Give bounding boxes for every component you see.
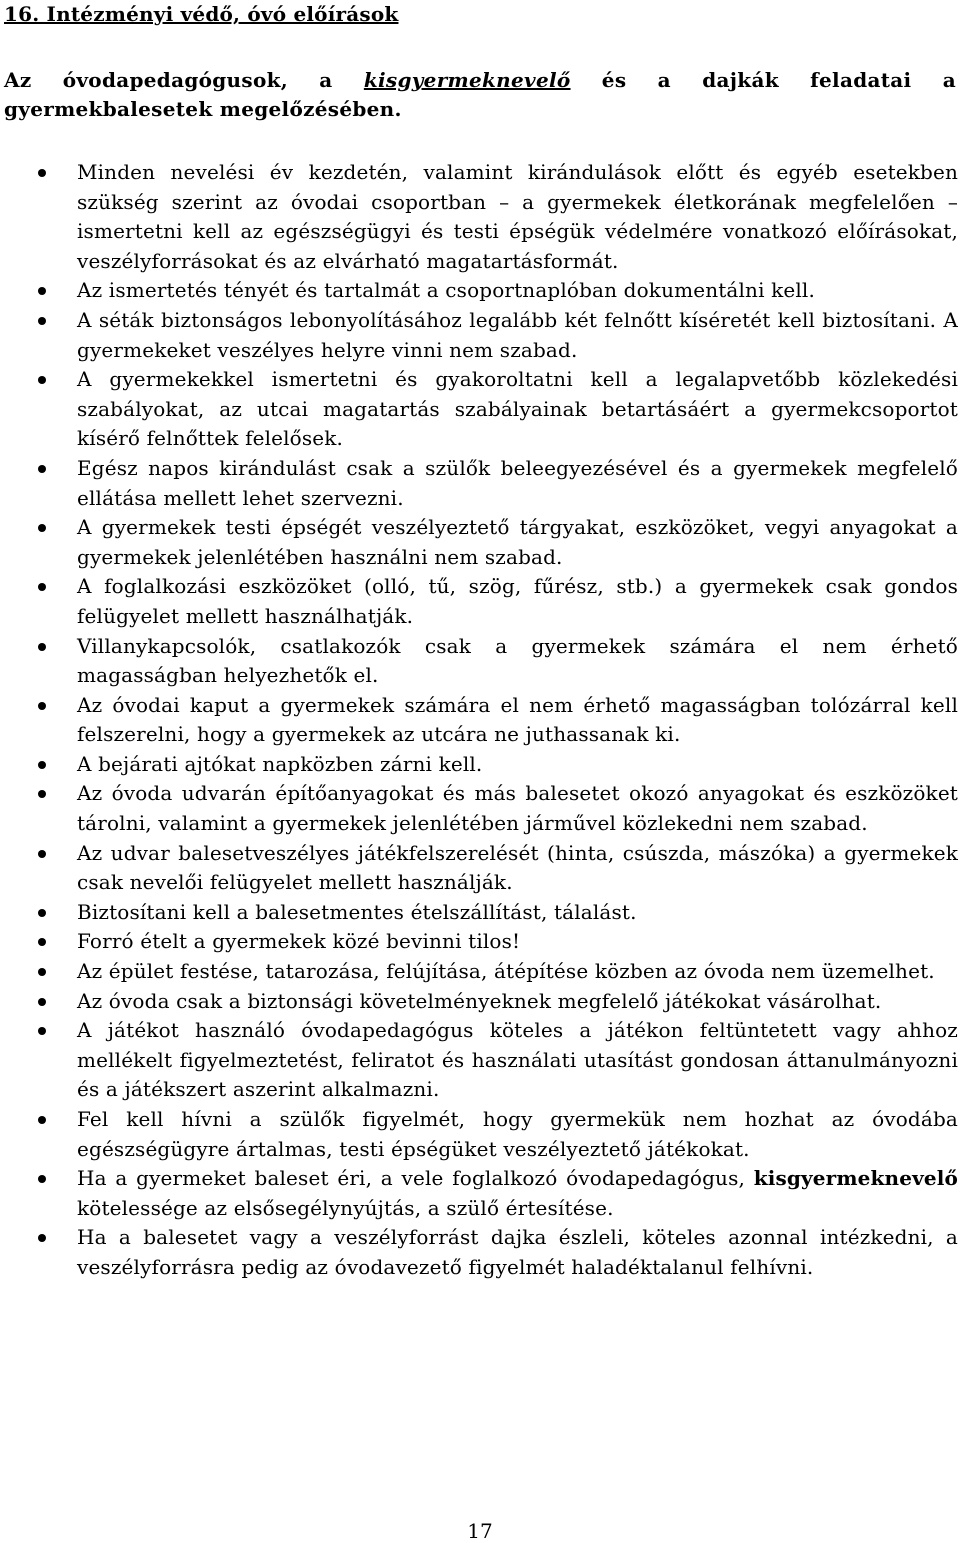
list-item-text: A bejárati ajtókat napközben zárni kell. <box>77 751 483 776</box>
bullet-icon <box>38 169 46 177</box>
bullet-icon <box>38 938 46 946</box>
list-item <box>0 276 958 306</box>
list-item <box>0 572 958 631</box>
list-item-text: A foglalkozási eszközöket (olló, tű, szög, fűrész, stb.) a gyermekek csak gondos felügyelet mellett használhatják. <box>77 574 958 628</box>
list-item <box>0 839 958 898</box>
list-item-text: Biztosítani kell a balesetmentes ételszállítást, tálalást. <box>77 899 637 924</box>
bullet-icon <box>38 1175 46 1183</box>
list-item-text: Egész napos kirándulást csak a szülők beleegyezésével és a gyermekek megfelelő ellátása mellett lehet szervezni. <box>77 455 958 510</box>
bullet-icon <box>38 524 46 532</box>
rules-list <box>0 158 958 1283</box>
bullet-icon <box>38 850 46 858</box>
list-item <box>0 454 958 513</box>
list-item <box>0 365 958 454</box>
list-item <box>0 987 958 1017</box>
bullet-icon <box>38 790 46 798</box>
list-item-text: Villanykapcsolók, csatlakozók csak a gyermekek számára el nem érhető magasságban helyezhetők el. <box>77 633 958 688</box>
section-heading: 16. Intézményi védő, óvó előírások <box>4 2 399 26</box>
list-item-text: Az udvar balesetveszélyes játékfelszerelését (hinta, csúszda, mászóka) a gyermekek csak nevelői felügyelet mellett használják. <box>77 840 958 895</box>
list-item <box>0 158 958 276</box>
bullet-icon <box>38 702 46 710</box>
bullet-icon <box>38 583 46 591</box>
subheading-emphasis: kisgyermeknevelő <box>363 68 571 92</box>
section-subheading <box>4 66 956 124</box>
subheading-text-1: Az óvodapedagógusok, a <box>4 68 364 92</box>
list-item-text: A gyermekek testi épségét veszélyeztető tárgyakat, eszközöket, vegyi anyagokat a gyermekek jelenlétében használni nem szabad. <box>77 515 958 569</box>
bullet-icon <box>38 643 46 651</box>
bullet-icon <box>38 287 46 295</box>
list-item-text: A játékot használó óvodapedagógus köteles a játékon feltüntetett vagy ahhoz mellékelt figyelmeztetést, feliratot és használati utasítást gondosan áttanulmányozni és a játékszert aszerint alkalmazni. <box>77 1018 958 1102</box>
list-item <box>0 691 958 750</box>
bullet-icon <box>38 761 46 769</box>
list-item-text: Forró ételt a gyermekek közé bevinni tilos! <box>77 929 521 954</box>
list-item-text: Az ismertetés tényét és tartalmát a csoportnaplóban dokumentálni kell. <box>77 278 815 303</box>
bullet-icon <box>38 1234 46 1242</box>
bullet-icon <box>38 376 46 384</box>
list-item <box>0 1164 958 1223</box>
list-item-text-1: Ha a gyermeket baleset éri, a vele foglalkozó óvodapedagógus, <box>77 1166 754 1191</box>
list-item-text: Az épület festése, tatarozása, felújítása, átépítése közben az óvoda nem üzemelhet. <box>77 959 935 984</box>
list-item-text: Az óvodai kaput a gyermekek számára el nem érhető magasságban tolózárral kell felszerelni, hogy a gyermekek az utcára ne juthassanak ki. <box>77 692 958 747</box>
bullet-icon <box>38 1116 46 1124</box>
list-item-text: A séták biztonságos lebonyolításához legalább két felnőtt kíséretét kell biztosítani. A gyermekeket veszélyes helyre vinni nem szabad. <box>77 307 958 362</box>
list-item <box>0 898 958 928</box>
list-item <box>0 750 958 780</box>
list-item-text: Az óvoda udvarán építőanyagokat és más balesetet okozó anyagokat és eszközöket tárolni, valamint a gyermekek jelenlétében járművel közlekedni nem szabad. <box>77 781 958 836</box>
subheading-text-2: és a dajkák feladatai a gyermekbalesetek megelőzésében. <box>4 68 956 121</box>
list-item <box>0 306 958 365</box>
bullet-icon <box>38 465 46 473</box>
bullet-icon <box>38 968 46 976</box>
list-item-text-2: kötelessége az elsősegélynyújtás, a szülő értesítése. <box>77 1195 614 1220</box>
list-item <box>0 1016 958 1105</box>
list-item <box>0 1223 958 1282</box>
page-number: 17 <box>467 1519 493 1543</box>
list-item-emphasis: kisgyermeknevelő <box>753 1166 958 1191</box>
bullet-icon <box>38 1027 46 1035</box>
list-item-text: Az óvoda csak a biztonsági követelményeknek megfelelő játékokat vásárolhat. <box>77 988 882 1013</box>
bullet-icon <box>38 909 46 917</box>
list-item-text: A gyermekekkel ismertetni és gyakoroltatni kell a legalapvetőbb közlekedési szabályokat, az utcai magatartás szabályainak betartásáért a gyermekcsoportot kísérő felnőttek felelősek. <box>77 367 958 451</box>
list-item <box>0 1105 958 1164</box>
list-item <box>0 513 958 572</box>
bullet-icon <box>38 998 46 1006</box>
bullet-icon <box>38 317 46 325</box>
list-item <box>0 779 958 838</box>
list-item-text: Minden nevelési év kezdetén, valamint kirándulások előtt és egyéb esetekben szükség szerint az óvodai csoportban – a gyermekek életkorának megfelelően – ismertetni kell az egészségügyi és testi épségük védelmére vonatkozó előírásokat, veszélyforrásokat és az elvárható magatartásformát. <box>77 160 958 273</box>
list-item <box>0 957 958 987</box>
list-item-text: Fel kell hívni a szülők figyelmét, hogy gyermekük nem hozhat az óvodába egészségügyre ártalmas, testi épségüket veszélyeztető játékokat. <box>77 1107 958 1161</box>
list-item <box>0 927 958 957</box>
list-item-text: Ha a balesetet vagy a veszélyforrást dajka észleli, köteles azonnal intézkedni, a veszélyforrásra pedig az óvodavezető figyelmét haladéktalanul felhívni. <box>77 1225 958 1279</box>
list-item <box>0 632 958 691</box>
